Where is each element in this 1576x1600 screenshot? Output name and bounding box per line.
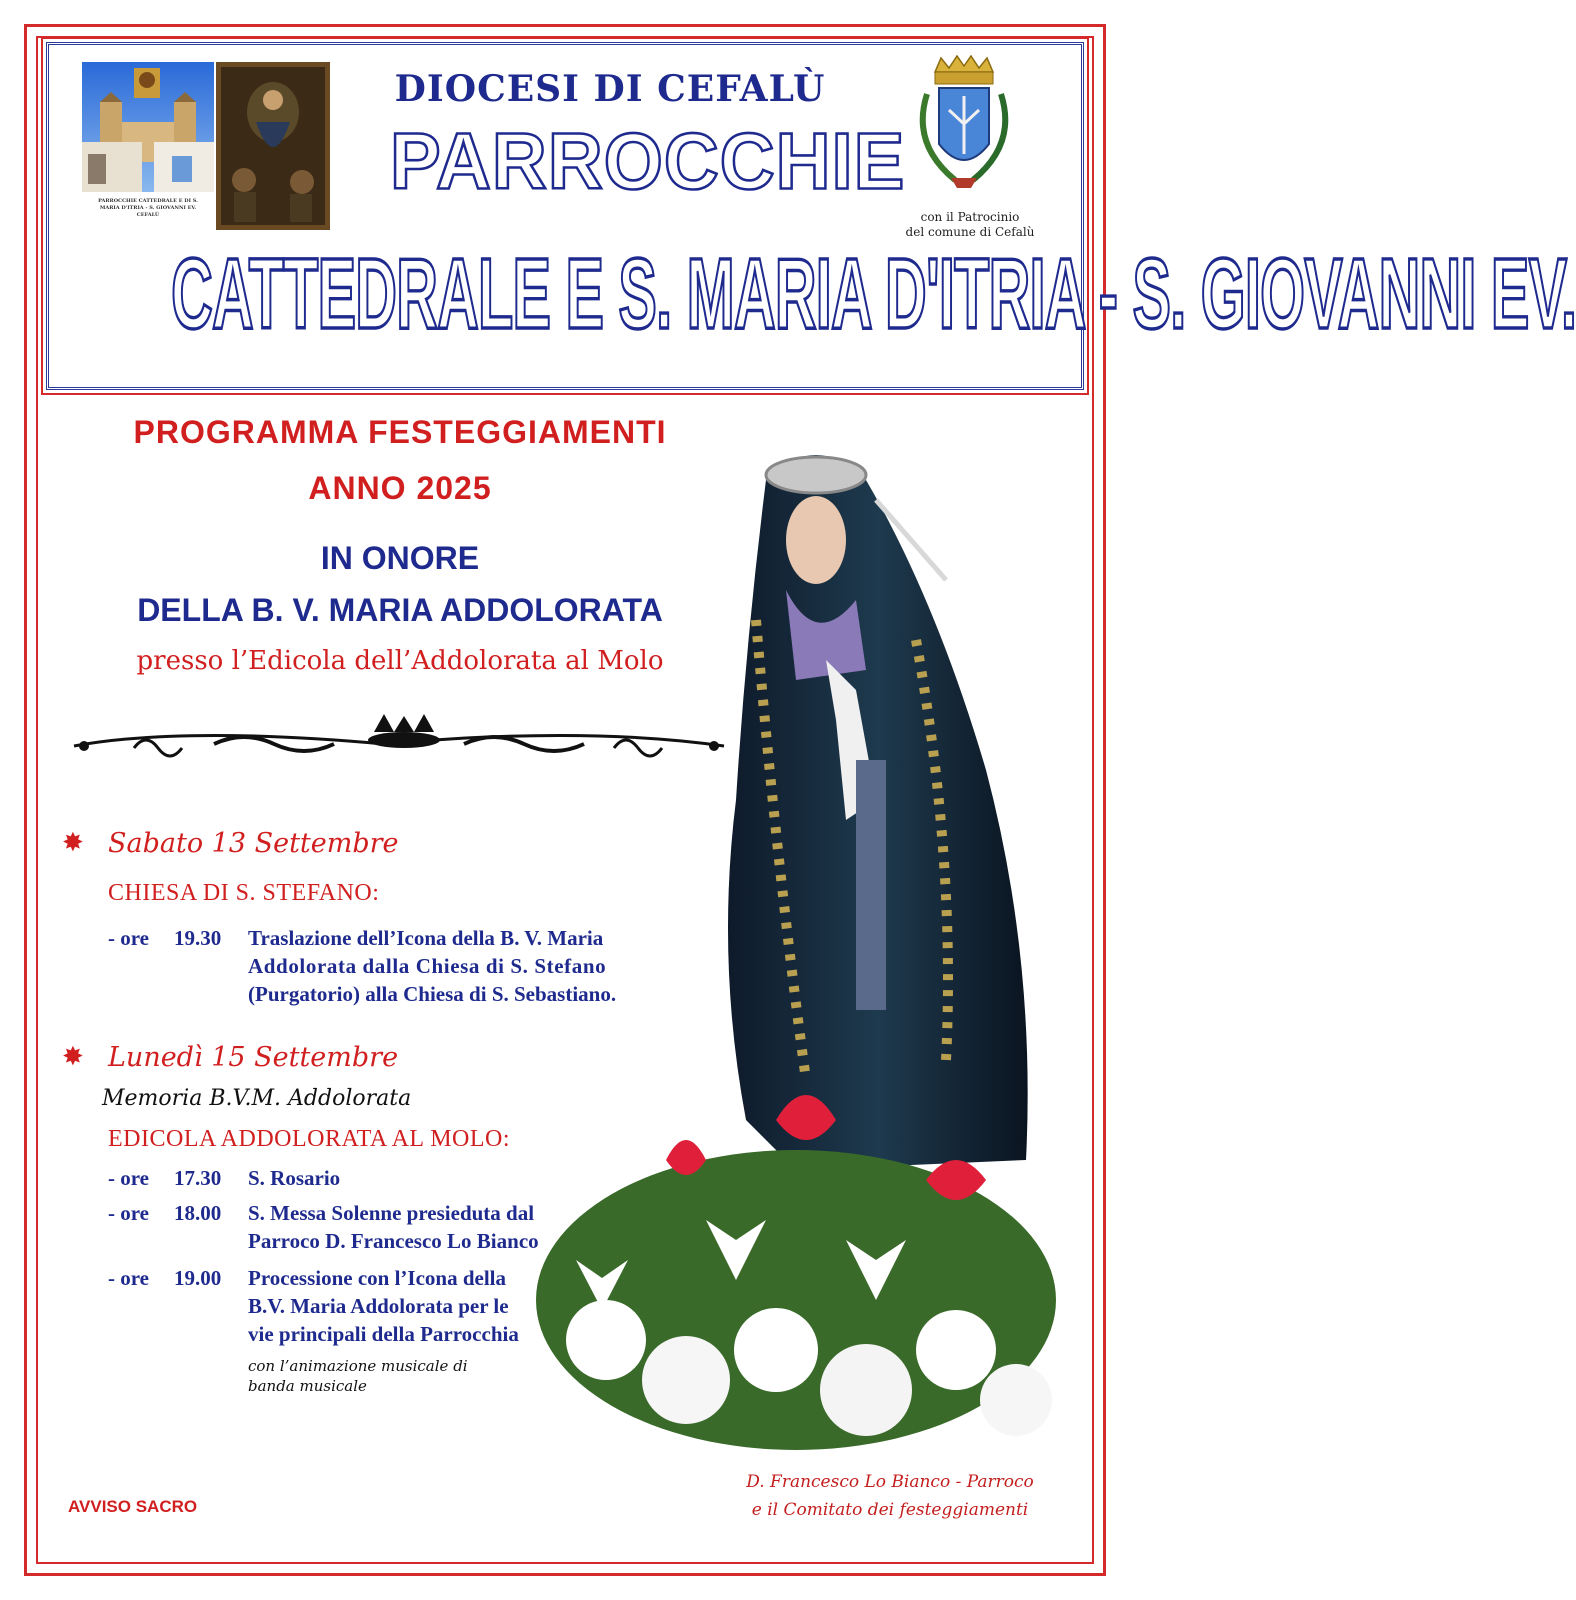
day2-event-row [108,1264,708,1346]
asterisk-star-icon: ✸ [62,828,84,858]
event-line: (Purgatorio) alla Chiesa di S. Sebastiano. [248,982,617,1006]
event-line: vie principali della Parrocchia [248,1322,519,1346]
day2-venue: EDICOLA ADDOLORATA AL MOLO: [108,1126,511,1152]
day2-event-row [108,1164,708,1192]
day1-event-row [108,924,708,1006]
parrocchie-title: PARROCCHIE [390,116,906,207]
in-onore-heading: IN ONORE [320,540,480,576]
location-subtitle: presso l’Edicola dell’Addolorata al Molo [136,646,664,676]
ore-label: - ore [108,1166,150,1190]
logo-caption: PARROCCHIE CATTEDRALE E DI S. MARIA D'ITRIA - S. GIOVANNI EV. CEFALÙ [98,198,198,218]
diocese-title: DIOCESI DI CEFALÙ [394,68,826,110]
event-time: 17.30 [174,1166,222,1190]
event-line: B.V. Maria Addolorata per le [248,1294,509,1318]
day2-memoria: Memoria B.V.M. Addolorata [102,1086,412,1111]
della-heading: DELLA B. V. MARIA ADDOLORATA [137,592,663,628]
event-line: S. Messa Solenne presieduta dal [248,1201,535,1225]
patron-line-2: del comune di Cefalù [905,225,1035,239]
event-line: Parroco D. Francesco Lo Bianco [248,1229,539,1253]
day2-title: Lunedì 15 Settembre [108,1042,399,1073]
event-line: Traslazione dell’Icona della B. V. Maria [248,926,604,950]
event-line: Processione con l’Icona della [248,1266,507,1290]
coat-of-arms-icon [905,54,1023,204]
day2-block [62,1042,702,1395]
ore-label: - ore [108,1201,150,1225]
parishes-title: CATTEDRALE E S. MARIA D'ITRIA - S. GIOVANNI EV. [171,237,1576,350]
day1-title: Sabato 13 Settembre [108,828,399,859]
asterisk-star-icon: ✸ [62,1042,84,1072]
avviso-sacro: AVVISO SACRO [68,1497,198,1516]
note-line-1: con l’animazione musicale di [248,1357,468,1375]
note-line-2: banda musicale [248,1377,367,1395]
event-line: Addolorata dalla Chiesa di S. Stefano [248,954,607,978]
ore-label: - ore [108,1266,150,1290]
patron-line-1: con il Patrocinio [920,210,1020,224]
icon-painting [216,62,330,230]
event-time: 18.00 [174,1201,222,1225]
day1-block [62,828,702,1006]
event-line: S. Rosario [248,1166,341,1190]
cathedral-photo [82,62,214,192]
event-time: 19.00 [174,1266,222,1290]
day2-event-row [108,1199,708,1253]
day1-venue: CHIESA DI S. STEFANO: [108,880,380,906]
patronage-text [890,210,1050,240]
program-year: ANNO 2025 [308,470,492,506]
music-note [248,1356,548,1396]
signature-line-2: e il Comitato dei festeggiamenti [751,1500,1029,1520]
ore-label: - ore [108,926,150,950]
signature-line-1: D. Francesco Lo Bianco - Parroco [746,1472,1034,1492]
program-title: PROGRAMMA FESTEGGIAMENTI [133,414,667,450]
event-time: 19.30 [174,926,222,950]
